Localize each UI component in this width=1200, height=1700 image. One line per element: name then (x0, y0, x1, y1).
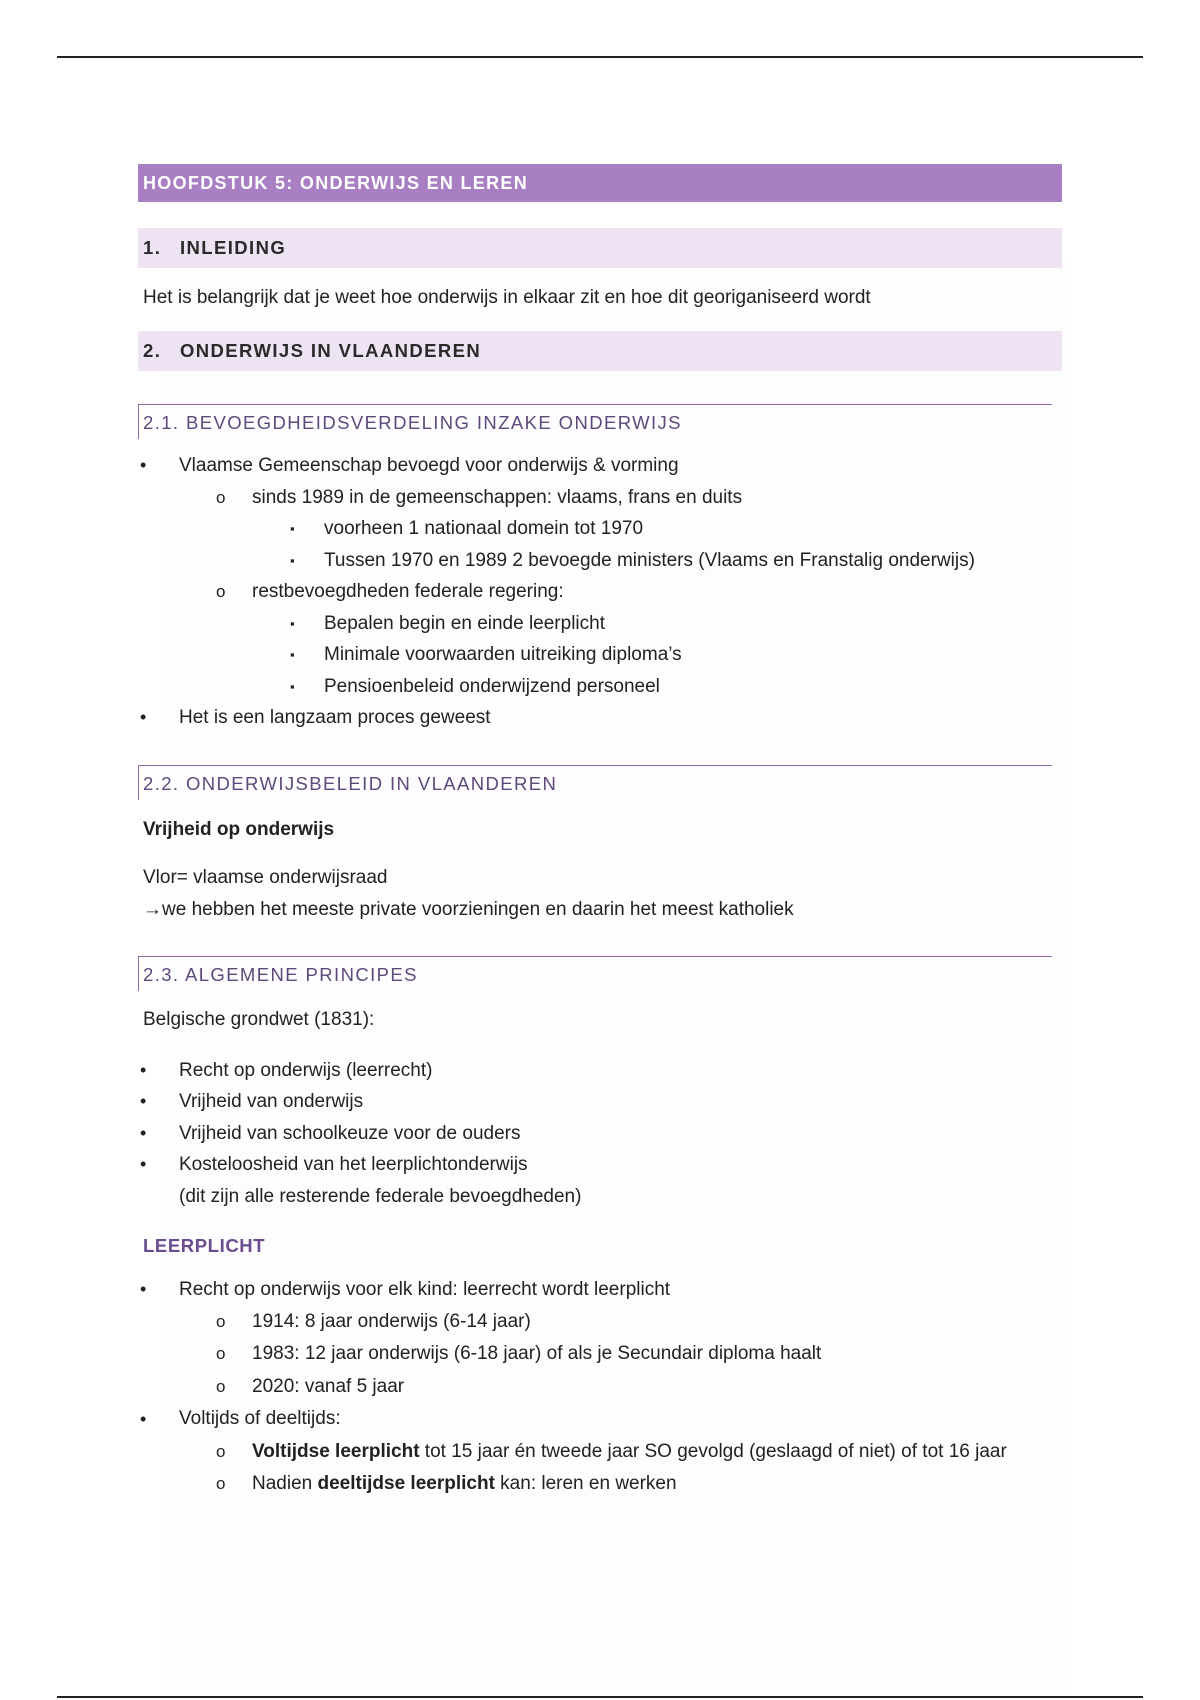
subsection-heading-2-3: 2.3. ALGEMENE PRINCIPES (138, 956, 1052, 991)
section-title: ONDERWIJS IN VLAANDEREN (180, 340, 482, 361)
bullet-icon: o (216, 1311, 226, 1331)
list-item: • Vrijheid van onderwijs (138, 1086, 1062, 1118)
bullet-icon: o (216, 582, 226, 601)
list-item: ▪ Minimale voorwaarden uitreiking diploma’s (138, 639, 1062, 671)
section-number: 1. (143, 237, 162, 258)
section-title: INLEIDING (180, 237, 287, 258)
section-heading-inleiding (138, 228, 1062, 268)
footer-rule (57, 1696, 1143, 1698)
paragraph-line: Vlor= vlaamse onderwijsraad (143, 866, 388, 888)
paragraph-line: Belgische grondwet (1831): (143, 1008, 375, 1030)
bullet-icon: • (140, 707, 147, 727)
bullet-icon: o (216, 1376, 226, 1396)
bullet-icon: • (140, 1059, 147, 1080)
list-item: ▪ voorheen 1 nationaal domein tot 1970 (138, 513, 1062, 545)
bullet-icon: ▪ (290, 678, 295, 694)
list-item: o Nadien deeltijdse leerplicht kan: leren en werken (138, 1468, 1062, 1501)
list-item: o 2020: vanaf 5 jaar (138, 1371, 1062, 1404)
leerplicht-list (138, 1274, 1062, 1501)
list-item: • Kosteloosheid van het leerplichtonderwijs (138, 1149, 1062, 1181)
list-item: o 1914: 8 jaar onderwijs (6-14 jaar) (138, 1306, 1062, 1339)
bullet-icon: • (140, 455, 147, 475)
list-item: ▪ Pensioenbeleid onderwijzend personeel (138, 671, 1062, 703)
chapter-heading: HOOFDSTUK 5: ONDERWIJS EN LEREN (138, 164, 1062, 202)
bullet-icon: ▪ (290, 615, 295, 631)
list-item: • Vrijheid van schoolkeuze voor de ouders (138, 1118, 1062, 1150)
list-note: (dit zijn alle resterende federale bevoegdheden) (179, 1185, 582, 1207)
bullet-icon: • (140, 1091, 147, 1111)
document-body (138, 164, 1062, 1501)
list-item: o restbevoegdheden federale regering: (138, 576, 1062, 608)
paragraph-line: →we hebben het meeste private voorzieningen en daarin het meest katholiek (143, 898, 794, 920)
principes-list (138, 1055, 1062, 1181)
bullet-icon: ▪ (290, 647, 295, 662)
list-item: • Het is een langzaam proces geweest (138, 702, 1062, 734)
bullet-icon: o (216, 1441, 226, 1461)
section-number: 2. (143, 340, 162, 361)
list-item: o 1983: 12 jaar onderwijs (6-18 jaar) of als je Secundair diploma haalt (138, 1338, 1062, 1371)
bevoegdheid-list (138, 450, 1062, 734)
list-item: o Voltijdse leerplicht tot 15 jaar én tweede jaar SO gevolgd (geslaagd of niet) of tot 16 jaar (138, 1436, 1062, 1469)
bullet-icon: • (140, 1409, 147, 1429)
bullet-icon: o (216, 1344, 226, 1363)
bullet-icon: o (216, 487, 226, 507)
section-heading-onderwijs-vlaanderen (138, 331, 1062, 371)
bullet-icon: o (216, 1474, 226, 1493)
list-item: • Voltijds of deeltijds: (138, 1403, 1062, 1436)
list-item: • Recht op onderwijs voor elk kind: leerrecht wordt leerplicht (138, 1274, 1062, 1306)
bullet-icon: ▪ (290, 521, 295, 536)
bullet-icon: • (140, 1154, 147, 1174)
bullet-icon: ▪ (290, 552, 295, 568)
bold-statement: Vrijheid op onderwijs (143, 818, 335, 840)
leerplicht-heading: LEERPLICHT (143, 1235, 266, 1256)
bullet-icon: • (140, 1279, 147, 1299)
list-item: • Recht op onderwijs (leerrecht) (138, 1055, 1062, 1087)
subsection-heading-2-1: 2.1. BEVOEGDHEIDSVERDELING INZAKE ONDERWIJS (138, 404, 1052, 439)
intro-paragraph: Het is belangrijk dat je weet hoe onderwijs in elkaar zit en hoe dit georiganiseerd wordt (143, 287, 871, 308)
list-item: ▪ Bepalen begin en einde leerplicht (138, 608, 1062, 640)
list-item: ▪ Tussen 1970 en 1989 2 bevoegde ministers (Vlaams en Franstalig onderwijs) (138, 545, 1062, 577)
list-item: o sinds 1989 in de gemeenschappen: vlaams, frans en duits (138, 482, 1062, 514)
list-item: • Vlaamse Gemeenschap bevoegd voor onderwijs & vorming (138, 450, 1062, 482)
subsection-heading-2-2: 2.2. ONDERWIJSBELEID IN VLAANDEREN (138, 765, 1052, 800)
bullet-icon: • (140, 1122, 147, 1143)
header-rule (57, 56, 1143, 58)
